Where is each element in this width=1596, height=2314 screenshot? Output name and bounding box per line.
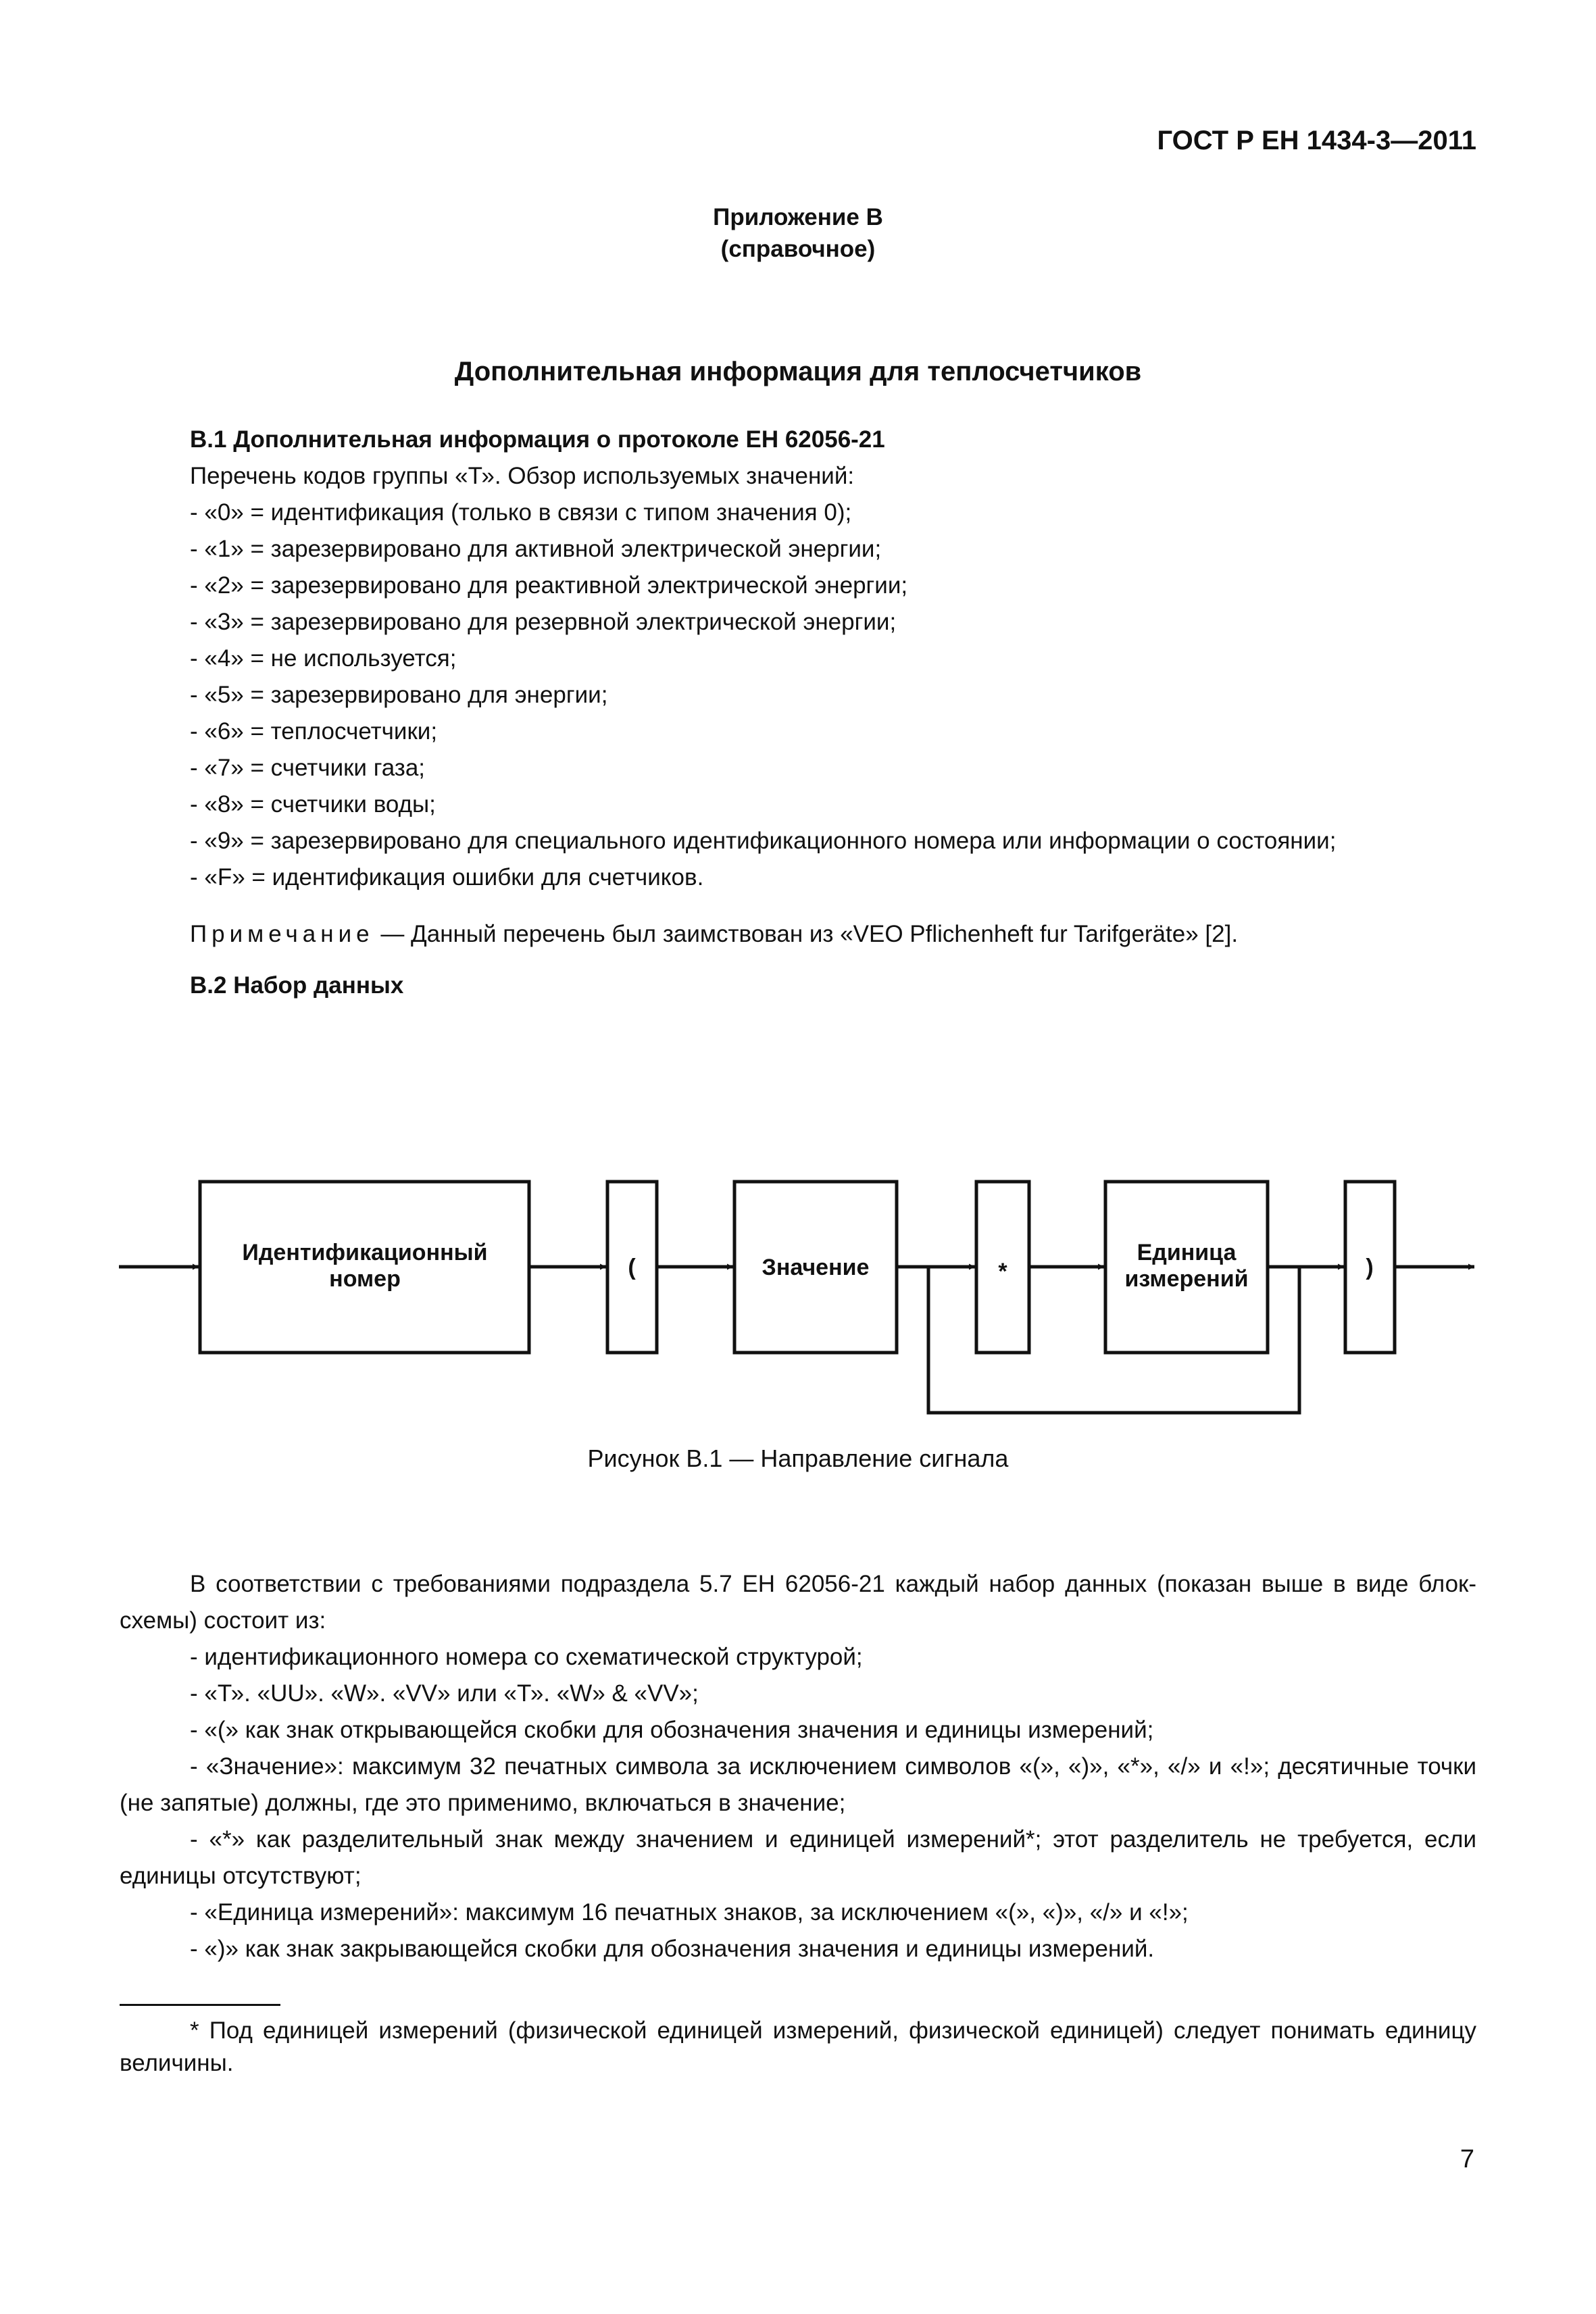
list-item: - «8» = счетчики воды;	[190, 791, 436, 818]
data-set-block	[120, 1566, 1476, 1967]
list-item: - «Единица измерений»: максимум 16 печатных знаков, за исключением «(», «)», «/» и «!»;	[190, 1899, 1189, 1926]
id-number-label-line1: Идентификационный	[242, 1240, 488, 1265]
b1-intro: Перечень кодов группы «Т». Обзор используемых значений:	[190, 463, 855, 489]
value-label: Значение	[762, 1255, 870, 1280]
list-item: - идентификационного номера со схематической структурой;	[190, 1644, 863, 1670]
appendix-title: Приложение В	[713, 204, 883, 230]
list-item: - «Значение»: максимум 32 печатных символа за исключением символов «(», «)», «*», «/» и «!»; десятичные точки (не запятые) должны, где это применимо, включаться в значение;	[120, 1753, 1476, 1816]
list-item: - «Т». «UU». «W». «VV» или «Т». «W» & «VV»;	[190, 1680, 699, 1707]
footnote-divider	[120, 2004, 280, 2006]
open-paren-label: (	[628, 1255, 636, 1280]
list-item: - «*» как разделительный знак между значением и единицей измерений*; этот разделитель не требуется, если единицы отсутствуют;	[120, 1826, 1476, 1889]
id-number-label-line2: номер	[329, 1266, 401, 1292]
appendix-subtitle: (справочное)	[720, 236, 876, 262]
list-item: - «9» = зарезервировано для специального идентификационного номера или информации о состоянии;	[190, 828, 1337, 854]
list-item: - «7» = счетчики газа;	[190, 755, 426, 781]
unit-label-line2: измерений	[1124, 1266, 1249, 1292]
b1-heading: В.1 Дополнительная информация о протоколе ЕН 62056-21	[190, 426, 885, 453]
note-text: — Данный перечень был заимствован из «VEO Pflichenheft fur Tarifgeräte» [2].	[380, 921, 1239, 947]
document-code: ГОСТ Р ЕН 1434-3—2011	[1157, 126, 1476, 155]
list-item: - «5» = зарезервировано для энергии;	[190, 682, 608, 708]
list-item: - «3» = зарезервировано для резервной электрической энергии;	[190, 609, 897, 635]
separator-label: *	[998, 1259, 1007, 1284]
list-item: - «F» = идентификация ошибки для счетчиков.	[190, 864, 704, 890]
data-set-paragraph: В соответствии с требованиями подраздела 5.7 ЕН 62056-21 каждый набор данных (показан выше в виде блок-схемы) состоит из:	[120, 1571, 1476, 1634]
list-item: - «(» как знак открывающейся скобки для обозначения значения и единицы измерений;	[190, 1717, 1154, 1743]
close-paren-label: )	[1366, 1255, 1374, 1280]
section-title: Дополнительная информация для теплосчетчиков	[454, 357, 1142, 386]
unit-label-line1: Единица	[1137, 1240, 1237, 1265]
list-item: - «4» = не используется;	[190, 645, 457, 672]
list-item: - «1» = зарезервировано для активной электрической энергии;	[190, 536, 882, 562]
list-item: - «2» = зарезервировано для реактивной электрической энергии;	[190, 572, 908, 599]
list-item: - «6» = теплосчетчики;	[190, 718, 438, 745]
note-label: Примечание	[190, 921, 374, 947]
footnote: * Под единицей измерений (физической единицей измерений, физической единицей) следует понимать единицу величины.	[120, 2017, 1476, 2076]
list-item: - «)» как знак закрывающейся скобки для обозначения значения и единицы измерений.	[190, 1936, 1155, 1962]
list-item: - «0» = идентификация (только в связи с типом значения 0);	[190, 499, 852, 526]
figure-caption: Рисунок В.1 — Направление сигнала	[587, 1444, 1009, 1472]
page-number: 7	[1460, 2145, 1474, 2173]
b2-heading: В.2 Набор данных	[190, 972, 404, 999]
